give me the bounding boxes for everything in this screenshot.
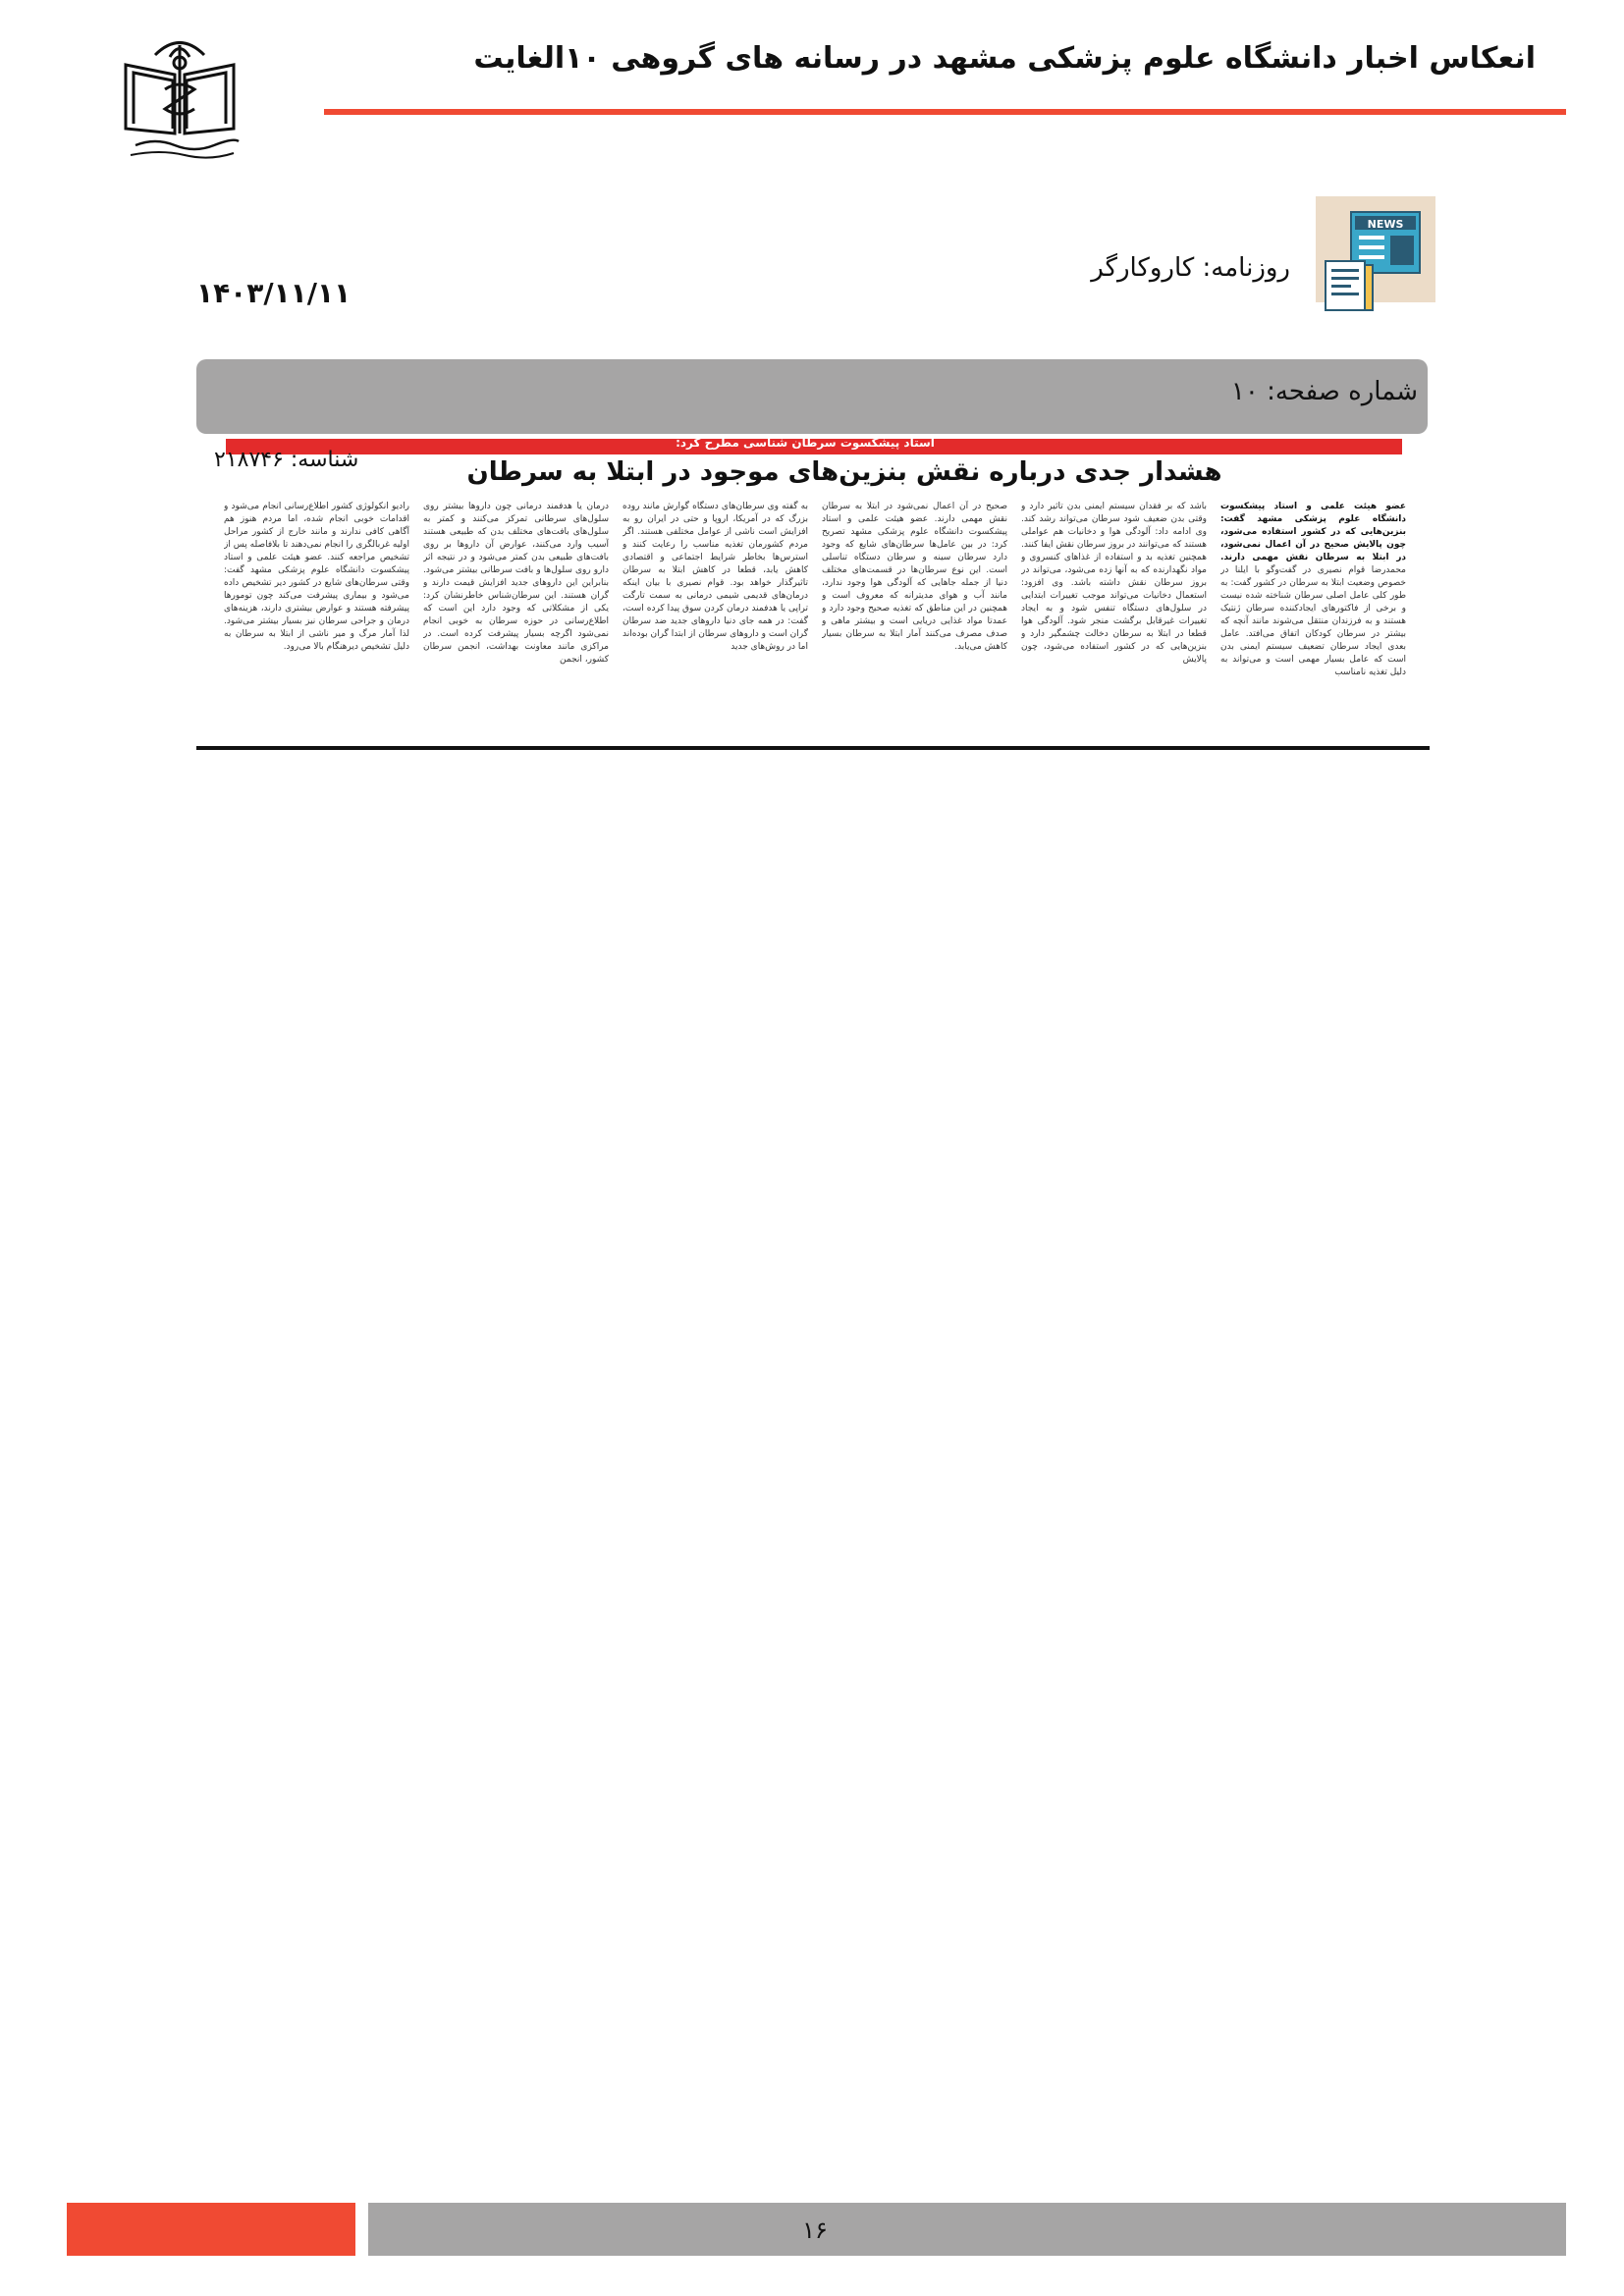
university-logo-icon: [116, 35, 244, 163]
article-column-4: [623, 501, 808, 697]
article-column-text: باشد که بر فقدان سیستم ایمنی بدن تاثیر دارد و وقتی بدن ضعیف شود سرطان می‌تواند رشد کند. وی ادامه داد: آلودگی هوا و دخانیات هم عواملی هستند که می‌توانند در بروز سرطان نقش ایفا کنند. همچنین تغذیه بد و استفاده از غذاهای کنسروی و مواد نگهدارنده که به آنها زده می‌شود، می‌تواند در بروز سرطان نقش داشته باشد. وی افزود: استعمال دخانیات می‌تواند موجب تغییرات ابتدایی در سلول‌های دستگاه تنفس شود و به ایجاد تغییرات غیرقابل برگشت منجر شود. آلودگی هوا قطعا در ابتلا به سرطان دخالت چشمگیر دارد و بنزین‌هایی که در کشور استفاده می‌شود، چون پالایش: [1021, 502, 1207, 665]
clipping-id: شناسه: ۲۱۸۷۴۶: [214, 448, 359, 472]
article-column-text: درمان یا هدفمند درمانی چون داروها بیشتر روی سلول‌های سرطانی تمرکز می‌کنند و کمتر به سلول‌های بافت‌های مختلف بدن که طبیعی هستند آسیب وارد می‌کنند، عوارض آن داروها بر روی بافت‌های طبیعی بدن کمتر می‌شود و در نتیجه اثر دارو روی سلول‌ها و بافت سرطانی بیشتر می‌شود. بنابراین این داروهای جدید افزایش قیمت دارند و گران هستند. این سرطان‌شناس خاطرنشان کرد: یکی از مشکلاتی که وجود دارد این است که اطلاع‌رسانی در حوزه سرطان به خوبی انجام نمی‌شود اگرچه بسیار پیشرفت کرده است. در مراکزی مانند معاونت بهداشت، انجمن سرطان کشور، انجمن: [423, 502, 609, 665]
article-column-text: به گفته وی سرطان‌های دستگاه گوارش مانند روده بزرگ که در آمریکا، اروپا و حتی در ایران رو به افزایش است ناشی از عوامل مختلفی هستند. اگر مردم کشورمان تغذیه مناسب را رعایت کنند و استرس‌ها بخاطر شرایط اجتماعی و اقتصادی کاهش یابد، قطعا در کاهش ابتلا به سرطان تاثیرگذار خواهد بود. قوام نصیری با بیان اینکه درمان‌های قدیمی شیمی درمانی به سمت تارگت تراپی یا هدفمند درمان کردن سوق پیدا کرده است، گفت: در همه جای دنیا داروهای جدید ضد سرطان گران است و داروهای سرطان از ابتدا گران بوده‌اند اما در روش‌های جدید: [623, 502, 808, 652]
header-rule: [324, 109, 1566, 115]
article-headline: هشدار جدی درباره نقش بنزین‌های موجود در ابتلا به سرطان: [466, 457, 1222, 487]
article-column-5: [423, 501, 609, 697]
article-kicker: استاد پیشکسوت سرطان شناسی مطرح کرد:: [676, 436, 935, 450]
article-columns: [224, 501, 1406, 697]
article-column-text: صحیح در آن اعمال نمی‌شود در ابتلا به سرطان نقش مهمی دارند. عضو هیئت علمی و استاد پیشکسوت دانشگاه علوم پزشکی مشهد تصریح کرد: در بین عامل‌ها سرطان‌های شایع که وجود دارد سرطان سینه و سرطان دستگاه تناسلی است. این نوع سرطان‌ها در قسمت‌های مختلف دنیا از جمله جاهایی که آلودگی هوا وجود ندارد، مانند آب و هوای مدیترانه که معروف است و همچنین در این مناطق که تغذیه صحیح وجود دارد و عمدتا مواد غذایی دریایی است و بیشتر ماهی و صدف مصرف می‌کنند آمار ابتلا به سرطان بسیار کاهش می‌یابد.: [822, 502, 1007, 652]
article-column-text: محمدرضا قوام نصیری در گفت‌وگو با ایلنا در خصوص وضعیت ابتلا به سرطان در کشور گفت: به طور کلی عامل اصلی سرطان شناخته شده نیست و برخی از فاکتورهای ایجادکننده سرطان ژنتیک هستند و به فرزندان منتقل می‌شوند مانند آنچه که بیشتر در سرطان کودکان اتفاق می‌افتد. عامل بعدی ایجاد سرطان تضعیف سیستم ایمنی بدن است که عامل بسیار مهمی است و می‌تواند به دلیل تغذیه نامناسب: [1220, 565, 1406, 677]
clipping-bottom-rule: [196, 746, 1430, 750]
page-number-label: شماره صفحه: ۱۰: [1230, 377, 1418, 406]
footer-red-block: [67, 2203, 355, 2256]
article-column-1: [1220, 501, 1406, 697]
article-column-text: رادیو انکولوژی کشور اطلاع‌رسانی انجام می‌شود و اقدامات خوبی انجام شده، اما مردم هنوز هم آگاهی کافی ندارند و مانند خارج از کشور مراحل اولیه غربالگری را انجام نمی‌دهند تا بلافاصله پس از تشخیص مراجعه کنند. عضو هیئت علمی و استاد پیشکسوت دانشگاه علوم پزشکی مشهد گفت: وقتی سرطان‌های شایع در کشور دیر تشخیص داده می‌شود و بیماری پیشرفت می‌کند چون تومورها پیشرفته هستند و عوارض بیشتری دارند، هزینه‌های درمان و جراحی سرطان نیز بسیار بیشتر می‌شود. لذا آمار مرگ و میر ناشی از ابتلا به سرطان به دلیل تشخیص دیرهنگام بالا می‌رود.: [224, 502, 409, 652]
article-column-2: [1021, 501, 1207, 697]
article-column-6: [224, 501, 409, 697]
newspaper-name: روزنامه: کاروکارگر: [1091, 253, 1290, 283]
issue-date: ۱۴۰۳/۱۱/۱۱: [196, 277, 352, 309]
article-lead: عضو هیئت علمی و استاد پیشکسوت دانشگاه علوم پزشکی مشهد گفت: بنزین‌هایی که در کشور استفاده می‌شود، چون پالایش صحیح در آن اعمال نمی‌شود، در ابتلا به سرطان نقش مهمی دارند.: [1220, 502, 1406, 562]
article-column-3: [822, 501, 1007, 697]
newspaper-icon: [1304, 196, 1435, 314]
footer-page-number: ۱۶: [802, 2216, 828, 2244]
news-badge: NEWS: [1367, 218, 1404, 231]
document-title: انعکاس اخبار دانشگاه علوم پزشکی مشهد در رسانه های گروهی ۱۰الغایت: [473, 41, 1536, 76]
footer-gray-bar: [368, 2203, 1566, 2256]
